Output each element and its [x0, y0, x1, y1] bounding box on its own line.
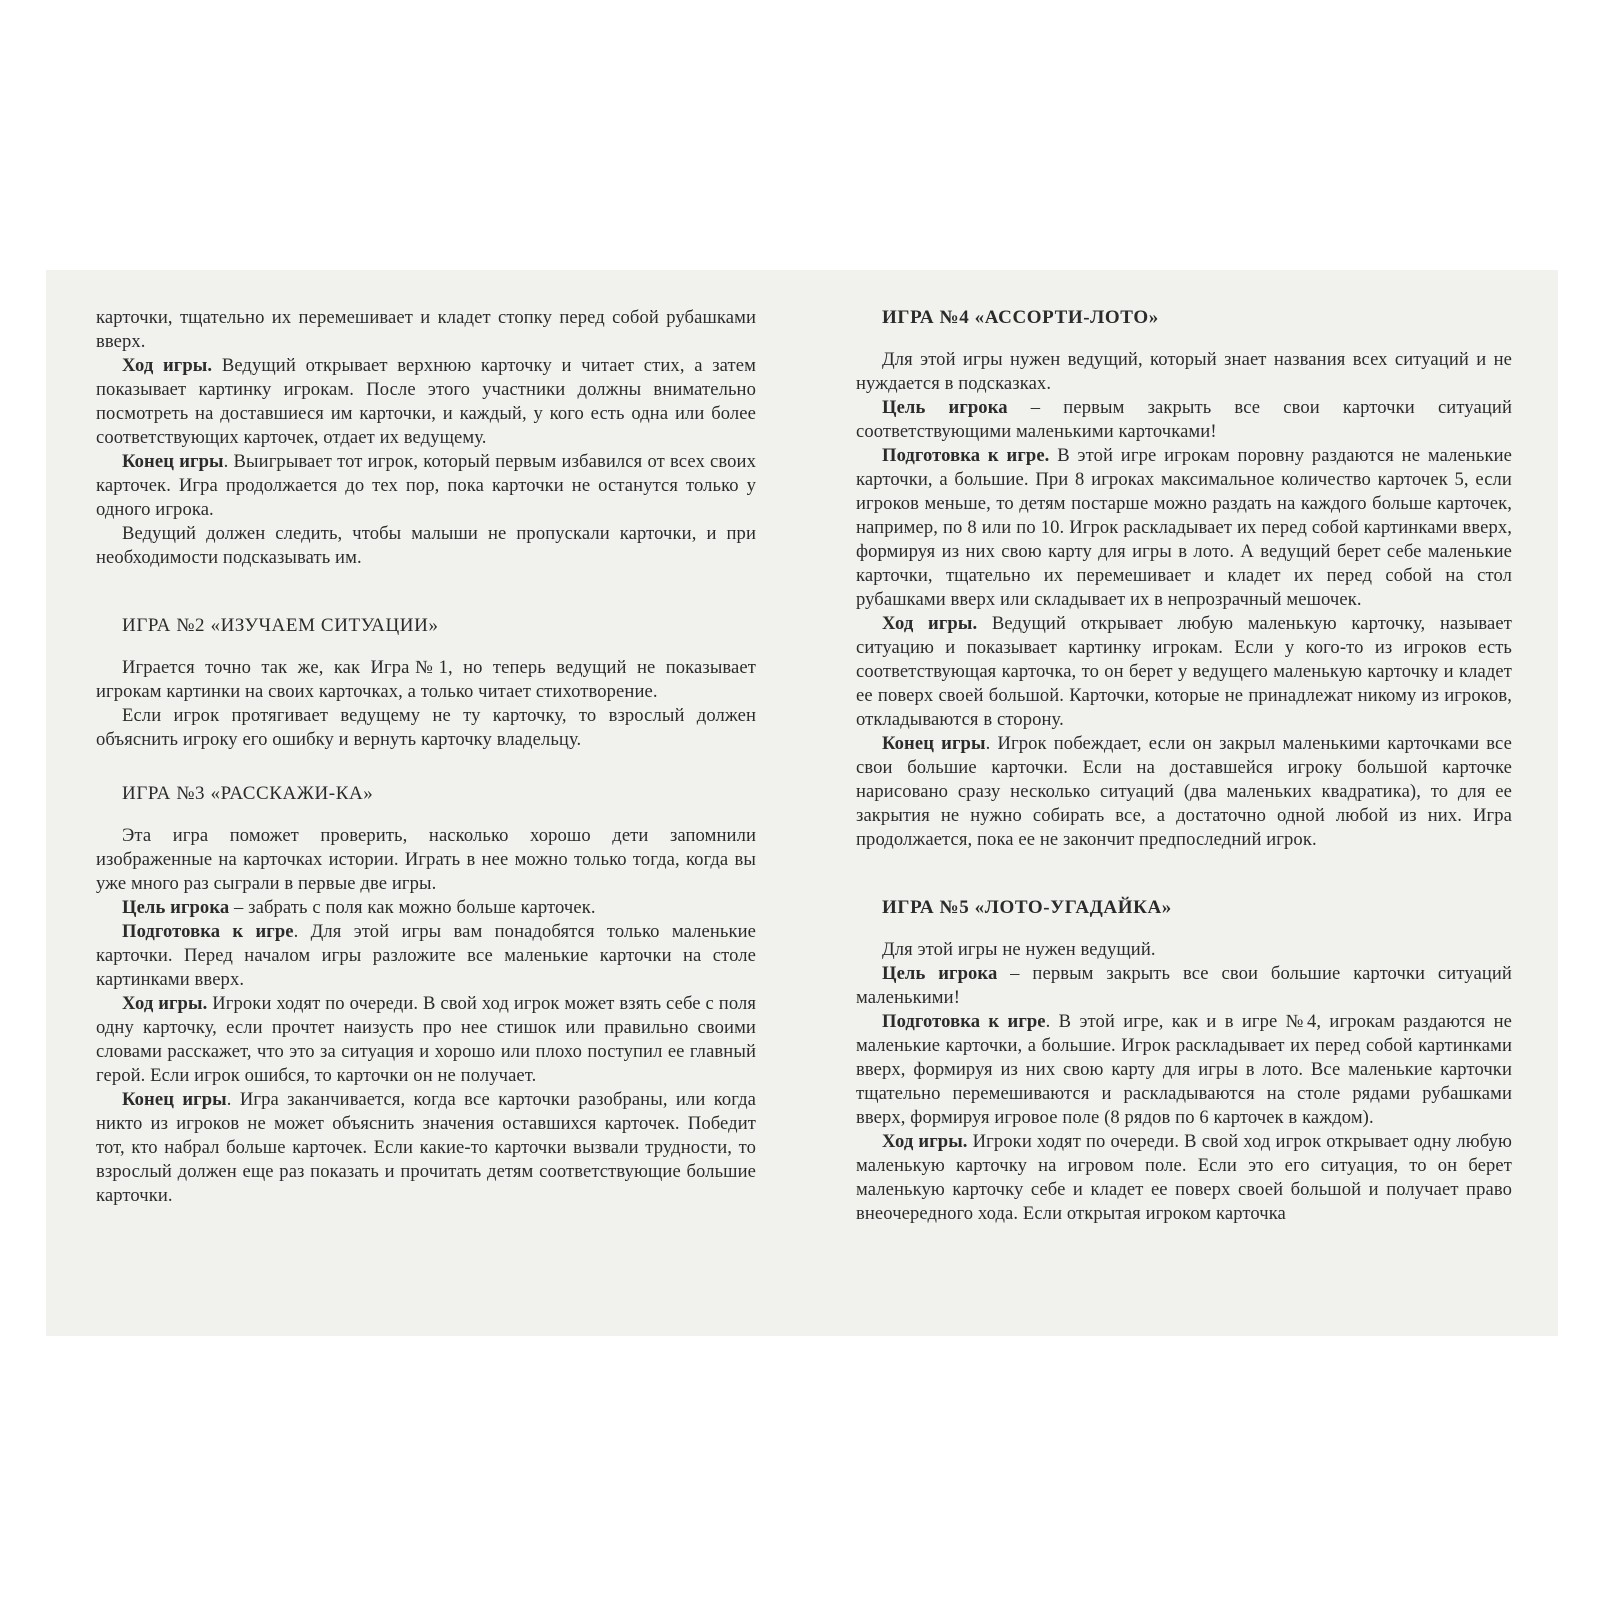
label-prep: Подготовка к игре [882, 1011, 1046, 1032]
heading-game2: ИГРА №2 «ИЗУЧАЕМ СИТУАЦИИ» [122, 615, 439, 636]
paragraph-game3-turn [96, 992, 756, 1088]
paragraph-game3-goal [96, 896, 756, 920]
heading-game3: ИГРА №3 «РАССКАЖИ-КА» [122, 783, 374, 804]
label-end: Конец игры [122, 1089, 227, 1110]
label-goal: Цель игрока [122, 897, 230, 918]
paragraph-game4-end [856, 732, 1512, 852]
paragraph-game4-turn [856, 612, 1512, 732]
paragraph-game2-1: Играется точно так же, как Игра№1, но теперь ведущий не показывает игрокам картинки на своих карточках, а только читает стихотворение. [96, 657, 756, 702]
paragraph-game1-turn [96, 354, 756, 450]
paragraph-game4-prep [856, 444, 1512, 612]
paragraph-game5-turn [856, 1130, 1512, 1226]
label-turn: Ход игры. [882, 613, 978, 634]
paragraph-game5-goal [856, 962, 1512, 1010]
right-page [856, 306, 1512, 1226]
text-goal: – первым закрыть все свои карточки ситуаций соответствующими маленькими карточками! [856, 397, 1512, 442]
text-prep: В этой игре игрокам поровну раздаются не маленькие карточки, а большие. При 8 игроках максимальное количество карточек 5, если игроков меньше, то детям постарше можно раздать на каждого больше карточек, например, по 8 или по 10. Игрок раскладывает их перед собой картинками вверх, формируя из них свою карту для игры в лото. А ведущий берет себе маленькие карточки, тщательно их перемешивает и кладет их перед собой на стол рубашками вверх или складывает их в непрозрачный мешочек. [856, 445, 1512, 610]
label-end: Конец игры [122, 451, 224, 472]
text-turn: Ведущий открывает любую маленькую карточку, называет ситуацию и показывает картинку игрокам. Если у кого-то из игроков есть соответствующая карточка, то он берет у ведущего маленькую карточку и кладет ее поверх своей большой. Карточки, которые не принадлежат никому из игроков, откладываются в сторону. [856, 613, 1512, 730]
paragraph-game3-prep [96, 920, 756, 992]
label-prep: Подготовка к игре [122, 921, 294, 942]
text-end: . Выигрывает тот игрок, который первым избавился от всех своих карточек. Игра продолжается до тех пор, пока карточки не останутся только у одного игрока. [96, 451, 756, 520]
text-end: . Игрок побеждает, если он закрыл маленькими карточками все свои большие карточки. Если на доставшейся игроку большой карточке нарисовано сразу несколько ситуаций (два маленьких квадратика), то для ее закрытия не нужно собирать все, а достаточно одной любой из них. Игра продолжается, пока ее не закончит предпоследний игрок. [856, 733, 1512, 850]
paragraph-game2-2: Если игрок протягивает ведущему не ту карточку, то взрослый должен объяснить игроку его ошибку и вернуть карточку владельцу. [96, 705, 756, 750]
label-goal: Цель игрока [882, 963, 998, 984]
text-turn: Ведущий открывает верхнюю карточку и читает стих, а затем показывает картинку игрокам. После этого участники должны внимательно посмотреть на доставшиеся им карточки, и каждый, у кого есть одна или более соответствующих карточек, отдает их ведущему. [96, 355, 757, 448]
heading-game4: ИГРА №4 «АССОРТИ-ЛОТО» [882, 307, 1159, 328]
text-turn: Игроки ходят по очереди. В свой ход игрок открывает одну любую маленькую карточку на игровом поле. Если это его ситуация, то он берет маленькую карточку себе и кладет ее поверх своей большой и получает право внеочередного хода. Если открытая игроком карточка [856, 1131, 1512, 1224]
text-end: . Игра заканчивается, когда все карточки разобраны, или когда никто из игроков не может объяснить значения оставшихся карточек. Победит тот, кто набрал больше карточек. Если какие-то карточки вызвали трудности, то взрослый должен еще раз показать и прочитать детям соответствующие большие карточки. [96, 1089, 756, 1206]
text-prep: . Для этой игры вам понадобятся только маленькие карточки. Перед началом игры разложите все маленькие карточки на столе картинками вверх. [96, 921, 756, 990]
text-goal: – забрать с поля как можно больше карточек. [229, 897, 596, 918]
paragraph-lead: Ведущий должен следить, чтобы малыши не пропускали карточки, и при необходимости подсказывать им. [96, 523, 756, 568]
paragraph-game1-end [96, 450, 756, 522]
label-turn: Ход игры. [122, 993, 208, 1014]
text-turn: Игроки ходят по очереди. В свой ход игрок может взять себе с поля одну карточку, если прочтет наизусть про нее стишок или правильно своими словами расскажет, что это за ситуация и хорошо или плохо поступил ее главный герой. Если игрок ошибся, то карточки он не получает. [96, 993, 756, 1086]
left-page [96, 306, 756, 1208]
paragraph-game4-1: Для этой игры нужен ведущий, который знает названия всех ситуаций и не нуждается в подсказках. [856, 349, 1512, 394]
label-goal: Цель игрока [882, 397, 1008, 418]
paragraph-game3-1: Эта игра поможет проверить, насколько хорошо дети запомнили изображенные на карточках истории. Играть в нее можно только тогда, когда вы уже много раз сыграли в первые две игры. [96, 825, 756, 894]
heading-game5: ИГРА №5 «ЛОТО-УГАДАЙКА» [882, 897, 1172, 918]
paragraph-game4-goal [856, 396, 1512, 444]
text-prep: . В этой игре, как и в игре №4, игрокам раздаются не маленькие карточки, а большие. Игрок раскладывает их перед собой картинками вверх, формируя из них свою карту для игры в лото. Все маленькие карточки тщательно перемешиваются и раскладываются на столе рядами рубашками вверх, формируя игровое поле (8 рядов по 6 карточек в каждом). [856, 1011, 1512, 1128]
text-goal: – первым закрыть все свои большие карточки ситуаций маленькими! [856, 963, 1512, 1008]
paragraph-game3-end [96, 1088, 756, 1208]
paragraph-game5-1: Для этой игры не нужен ведущий. [882, 939, 1156, 960]
paragraph-intro: карточки, тщательно их перемешивает и кладет стопку перед собой рубашками вверх. [96, 307, 756, 352]
label-prep: Подготовка к игре. [882, 445, 1050, 466]
label-turn: Ход игры. [122, 355, 213, 376]
label-turn: Ход игры. [882, 1131, 968, 1152]
paragraph-game5-prep [856, 1010, 1512, 1130]
label-end: Конец игры [882, 733, 986, 754]
booklet-spread [46, 270, 1558, 1336]
